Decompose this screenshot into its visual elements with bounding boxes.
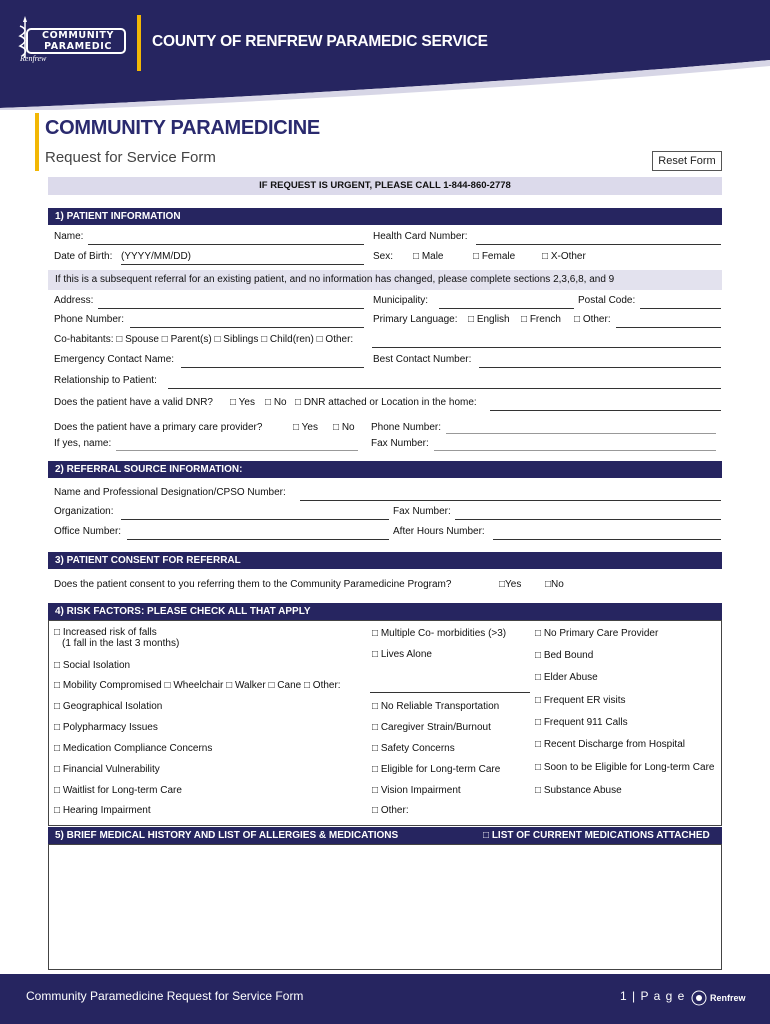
- relationship-field[interactable]: [168, 388, 721, 389]
- section-referral-source-header: 2) REFERRAL SOURCE INFORMATION:: [48, 461, 722, 478]
- referrer-name-label: Name and Professional Designation/CPSO Number:: [54, 487, 286, 498]
- section-patient-information-header: 1) PATIENT INFORMATION: [48, 208, 722, 225]
- primary-language-label: Primary Language:: [373, 314, 458, 325]
- risk-polypharmacy-checkbox[interactable]: □ Polypharmacy Issues: [54, 722, 158, 733]
- sex-male-checkbox[interactable]: □ Male: [413, 251, 444, 262]
- risk-social-isolation-checkbox[interactable]: □ Social Isolation: [54, 660, 131, 671]
- sex-label: Sex:: [373, 251, 394, 262]
- pcp-yes-checkbox[interactable]: □ Yes: [293, 422, 318, 433]
- reset-form-button[interactable]: Reset Form: [652, 151, 722, 171]
- section-medical-history-header: [48, 827, 722, 844]
- header-divider: [137, 15, 141, 71]
- name-label: Name:: [54, 231, 84, 242]
- risk-elder-abuse-checkbox[interactable]: □ Elder Abuse: [535, 672, 598, 683]
- medical-history-textarea[interactable]: [48, 844, 722, 970]
- medications-attached-checkbox[interactable]: □ LIST OF CURRENT MEDICATIONS ATTACHED: [483, 830, 710, 841]
- language-english-checkbox[interactable]: □ English: [468, 314, 510, 325]
- renfrew-county-logo: [690, 987, 752, 1009]
- footer-page-number: 1 | P a g e: [620, 989, 686, 1003]
- health-card-label: Health Card Number:: [373, 231, 468, 242]
- risk-soon-eligible-ltc-checkbox[interactable]: □ Soon to be Eligible for Long-term Care: [535, 762, 715, 773]
- risk-recent-discharge-checkbox[interactable]: □ Recent Discharge from Hospital: [535, 739, 685, 750]
- phone-label: Phone Number:: [54, 314, 125, 325]
- risk-falls-note: (1 fall in the last 3 months): [62, 638, 180, 649]
- pcp-phone-label: Phone Number:: [371, 422, 442, 433]
- health-card-field[interactable]: [476, 244, 721, 245]
- best-contact-label: Best Contact Number:: [373, 354, 472, 365]
- risk-eligible-ltc-checkbox[interactable]: □ Eligible for Long-term Care: [372, 764, 501, 775]
- risk-safety-checkbox[interactable]: □ Safety Concerns: [372, 743, 455, 754]
- office-number-field[interactable]: [127, 539, 389, 540]
- municipality-label: Municipality:: [373, 295, 429, 306]
- cohabitants-other-field[interactable]: [372, 347, 721, 348]
- pcp-no-checkbox[interactable]: □ No: [333, 422, 355, 433]
- risk-waitlist-checkbox[interactable]: □ Waitlist for Long-term Care: [54, 785, 182, 796]
- community-paramedic-logo: [10, 14, 128, 68]
- logo-subtext: Renfrew: [20, 54, 47, 63]
- consent-question: Does the patient consent to you referring them to the Community Paramedicine Program?: [54, 579, 452, 590]
- dob-format: (YYYY/MM/DD): [121, 251, 191, 262]
- logo-text-line2: PARAMEDIC: [44, 41, 112, 52]
- pcp-fax-label: Fax Number:: [371, 438, 429, 449]
- risk-geographical-checkbox[interactable]: □ Geographical Isolation: [54, 701, 163, 712]
- risk-financial-checkbox[interactable]: □ Financial Vulnerability: [54, 764, 160, 775]
- mobility-other-field[interactable]: [370, 692, 530, 693]
- pcp-fax-field[interactable]: [434, 450, 716, 451]
- consent-yes-checkbox[interactable]: □Yes: [499, 579, 522, 590]
- referrer-fax-field[interactable]: [455, 519, 721, 520]
- subsequent-referral-note: If this is a subsequent referral for an existing patient, and no information has changed, please complete sections 2,3,6,8, and 9: [48, 270, 722, 290]
- dnr-question: Does the patient have a valid DNR?: [54, 397, 213, 408]
- risk-no-pcp-checkbox[interactable]: □ No Primary Care Provider: [535, 628, 659, 639]
- risk-falls-checkbox[interactable]: □ Increased risk of falls: [54, 627, 157, 638]
- page-header: [0, 0, 770, 110]
- emergency-contact-field[interactable]: [181, 367, 364, 368]
- dob-label: Date of Birth:: [54, 251, 113, 262]
- form-subtitle: Request for Service Form: [45, 149, 216, 166]
- municipality-field[interactable]: [439, 308, 574, 309]
- after-hours-field[interactable]: [493, 539, 721, 540]
- postal-code-label: Postal Code:: [578, 295, 636, 306]
- pcp-name-label: If yes, name:: [54, 438, 112, 449]
- risk-caregiver-checkbox[interactable]: □ Caregiver Strain/Burnout: [372, 722, 491, 733]
- header-title: COUNTY OF RENFREW PARAMEDIC SERVICE: [152, 33, 488, 50]
- urgent-notice: IF REQUEST IS URGENT, PLEASE CALL 1-844-860-2778: [48, 177, 722, 195]
- risk-mobility-row[interactable]: □ Mobility Compromised □ Wheelchair □ Walker □ Cane □ Other:: [54, 680, 341, 691]
- risk-transportation-checkbox[interactable]: □ No Reliable Transportation: [372, 701, 500, 712]
- risk-frequent-er-checkbox[interactable]: □ Frequent ER visits: [535, 695, 626, 706]
- footer-form-name: Community Paramedicine Request for Service Form: [26, 989, 304, 1003]
- logo-text-line1: COMMUNITY: [42, 30, 114, 41]
- after-hours-label: After Hours Number:: [393, 526, 485, 537]
- medical-history-title: 5) BRIEF MEDICAL HISTORY AND LIST OF ALLERGIES & MEDICATIONS: [55, 830, 399, 841]
- emergency-contact-label: Emergency Contact Name:: [54, 354, 175, 365]
- referrer-name-field[interactable]: [300, 500, 721, 501]
- risk-frequent-911-checkbox[interactable]: □ Frequent 911 Calls: [535, 717, 628, 728]
- postal-code-field[interactable]: [640, 308, 721, 309]
- sex-female-checkbox[interactable]: □ Female: [473, 251, 516, 262]
- name-field[interactable]: [88, 244, 364, 245]
- risk-vision-checkbox[interactable]: □ Vision Impairment: [372, 785, 461, 796]
- dnr-location-field[interactable]: [490, 410, 721, 411]
- title-accent-bar: [35, 113, 39, 171]
- form-title: COMMUNITY PARAMEDICINE: [45, 117, 320, 139]
- dnr-yes-checkbox[interactable]: □ Yes: [230, 397, 255, 408]
- section-risk-factors-header: 4) RISK FACTORS: PLEASE CHECK ALL THAT APPLY: [48, 603, 722, 620]
- relationship-label: Relationship to Patient:: [54, 375, 157, 386]
- cohabitants-row[interactable]: Co-habitants: □ Spouse □ Parent(s) □ Siblings □ Child(ren) □ Other:: [54, 334, 354, 345]
- pcp-question: Does the patient have a primary care provider?: [54, 422, 263, 433]
- address-label: Address:: [54, 295, 94, 306]
- risk-bed-bound-checkbox[interactable]: □ Bed Bound: [535, 650, 594, 661]
- organization-label: Organization:: [54, 506, 114, 517]
- renfrew-logo-text: Renfrew: [710, 993, 746, 1003]
- language-french-checkbox[interactable]: □ French: [521, 314, 561, 325]
- organization-field[interactable]: [121, 519, 389, 520]
- language-other-field[interactable]: [616, 327, 721, 328]
- office-number-label: Office Number:: [54, 526, 122, 537]
- section-patient-consent-header: 3) PATIENT CONSENT FOR REFERRAL: [48, 552, 722, 569]
- dob-field[interactable]: [121, 264, 364, 265]
- risk-lives-alone-checkbox[interactable]: □ Lives Alone: [372, 649, 432, 660]
- risk-comorbidities-checkbox[interactable]: □ Multiple Co- morbidities (>3): [372, 628, 507, 639]
- dnr-no-checkbox[interactable]: □ No: [265, 397, 287, 408]
- risk-other-checkbox[interactable]: □ Other:: [372, 805, 409, 816]
- language-other-checkbox[interactable]: □ Other:: [574, 314, 611, 325]
- pcp-name-field[interactable]: [116, 450, 358, 451]
- referrer-fax-label: Fax Number:: [393, 506, 451, 517]
- risk-hearing-checkbox[interactable]: □ Hearing Impairment: [54, 805, 151, 816]
- dnr-attached-checkbox[interactable]: □ DNR attached or Location in the home:: [295, 397, 477, 408]
- address-field[interactable]: [98, 308, 364, 309]
- sex-xother-checkbox[interactable]: □ X-Other: [542, 251, 586, 262]
- phone-field[interactable]: [130, 327, 364, 328]
- risk-medication-compliance-checkbox[interactable]: □ Medication Compliance Concerns: [54, 743, 213, 754]
- consent-no-checkbox[interactable]: □No: [545, 579, 564, 590]
- risk-substance-abuse-checkbox[interactable]: □ Substance Abuse: [535, 785, 622, 796]
- pcp-phone-field[interactable]: [446, 433, 716, 434]
- best-contact-field[interactable]: [479, 367, 721, 368]
